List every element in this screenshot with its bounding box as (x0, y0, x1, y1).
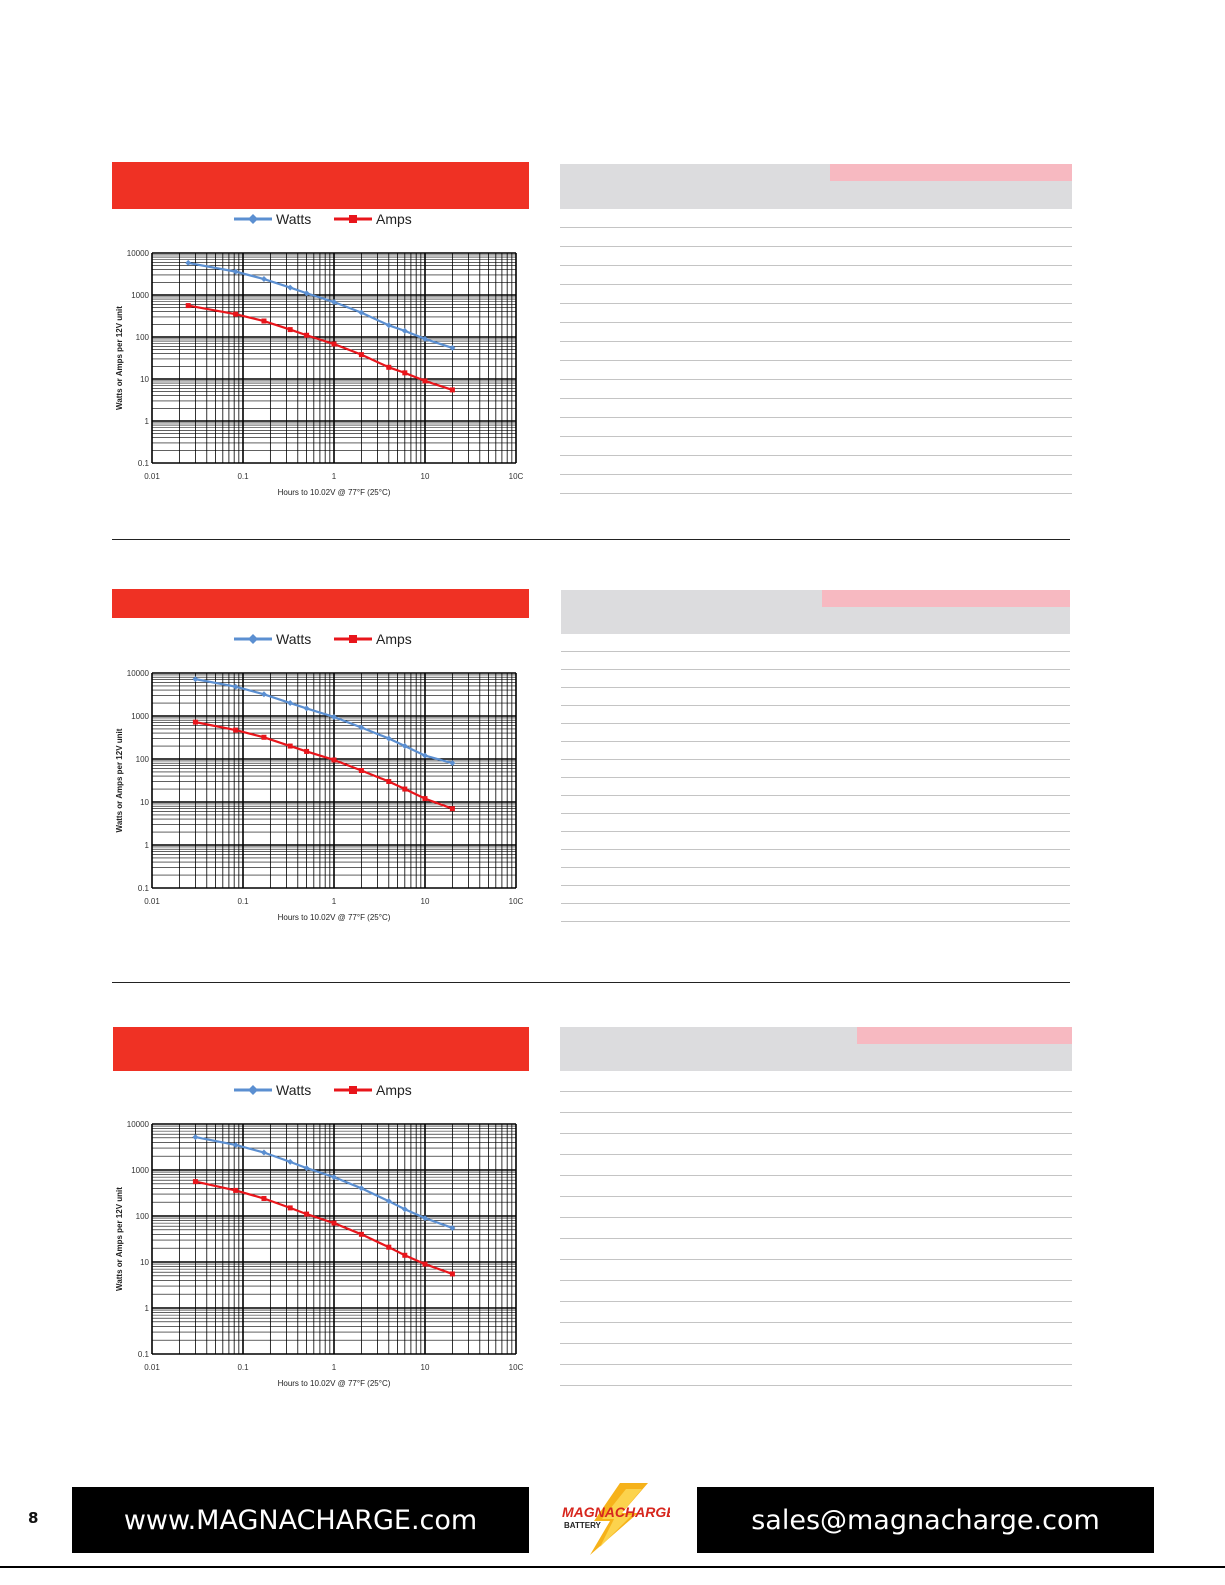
y-tick-label: 1 (144, 841, 149, 850)
y-tick-label: 10 (140, 1258, 149, 1267)
data-point (287, 285, 293, 291)
table-row (560, 342, 1072, 361)
table-row (560, 304, 1072, 323)
data-point (304, 1212, 309, 1217)
table-row (560, 1218, 1072, 1239)
data-point (331, 714, 337, 720)
table-row (560, 1365, 1072, 1386)
table-row (560, 1092, 1072, 1113)
table-row (560, 1134, 1072, 1155)
table-row (560, 456, 1072, 475)
chart-3 (106, 1076, 526, 1396)
x-tick-label: 10 (420, 472, 430, 481)
chart-1 (106, 205, 526, 505)
x-tick-label: 1 (331, 897, 337, 906)
data-point (359, 1232, 364, 1237)
table-header-accent (822, 590, 1070, 607)
table-row (560, 247, 1072, 266)
x-tick-label: 1 (331, 1363, 337, 1372)
table-row (560, 1239, 1072, 1260)
website-link[interactable]: www.MAGNACHARGE.com (72, 1487, 529, 1553)
y-tick-label: 1 (144, 1304, 149, 1313)
table-row (560, 1197, 1072, 1218)
y-tick-label: 10 (140, 375, 149, 384)
table-row (560, 1302, 1072, 1323)
x-tick-label: 10C (508, 472, 524, 481)
table-row (561, 796, 1070, 814)
legend-marker-watts (248, 634, 258, 644)
x-tick-label: 0.01 (144, 897, 160, 906)
table-row (560, 361, 1072, 380)
table-row (560, 399, 1072, 418)
x-tick-label: 1 (331, 472, 337, 481)
data-point (304, 333, 309, 338)
email-link[interactable]: sales@magnacharge.com (697, 1487, 1154, 1553)
table-rows (561, 634, 1070, 922)
y-tick-label: 100 (135, 755, 149, 764)
table-row (561, 850, 1070, 868)
data-point (450, 1271, 455, 1276)
data-point (450, 387, 455, 392)
table-row (560, 209, 1072, 228)
table-row (560, 1113, 1072, 1134)
data-point (186, 303, 191, 308)
section-divider (112, 982, 1070, 983)
table-row (560, 437, 1072, 456)
y-tick-label: 1000 (131, 291, 149, 300)
x-axis-title: Hours to 10.02V @ 77°F (25°C) (277, 913, 391, 922)
table-row (561, 652, 1070, 670)
x-tick-label: 0.1 (237, 897, 249, 906)
table-row (561, 706, 1070, 724)
table-row (561, 886, 1070, 904)
legend-label-watts: Watts (276, 211, 312, 227)
data-point (261, 276, 267, 282)
y-tick-label: 0.1 (137, 884, 149, 893)
data-point (359, 768, 364, 773)
legend-label-amps: Amps (376, 211, 412, 227)
data-point (332, 342, 337, 347)
legend-marker-watts (248, 214, 258, 224)
table-header (560, 164, 1072, 209)
chart-legend (234, 211, 412, 227)
data-point (304, 749, 309, 754)
legend-label-watts: Watts (276, 1082, 312, 1098)
x-tick-label: 10C (508, 897, 524, 906)
table-row (561, 778, 1070, 796)
legend-label-watts: Watts (276, 631, 312, 647)
y-axis-title: Watts or Amps per 12V unit (115, 1187, 124, 1291)
data-point (288, 327, 293, 332)
data-point (332, 757, 337, 762)
y-tick-label: 10000 (126, 1120, 149, 1129)
table-rows (560, 209, 1072, 494)
data-point (261, 1150, 267, 1156)
logo-text: MAGNACHARGE (562, 1504, 670, 1520)
data-point (192, 1134, 198, 1140)
x-axis-title: Hours to 10.02V @ 77°F (25°C) (277, 488, 391, 497)
data-point (261, 691, 267, 697)
y-tick-label: 10000 (126, 249, 149, 258)
table-header-accent (830, 164, 1072, 181)
table-row (560, 228, 1072, 247)
table-row (560, 1323, 1072, 1344)
table-row (561, 670, 1070, 688)
y-tick-label: 0.1 (137, 459, 149, 468)
y-tick-label: 1 (144, 417, 149, 426)
y-axis-title: Watts or Amps per 12V unit (115, 728, 124, 833)
data-point (450, 806, 455, 811)
legend-marker-watts (248, 1085, 258, 1095)
legend-label-amps: Amps (376, 1082, 412, 1098)
data-point (402, 370, 407, 375)
table-row (561, 724, 1070, 742)
data-point (402, 328, 408, 334)
table-row (560, 323, 1072, 342)
data-point (287, 1159, 293, 1165)
y-tick-label: 1000 (131, 712, 149, 721)
chart-legend (234, 631, 412, 647)
data-point (185, 260, 191, 266)
chart-grid (152, 673, 516, 888)
chart-header-bar (113, 1027, 529, 1071)
spec-table (560, 164, 1072, 494)
table-row (560, 1281, 1072, 1302)
bolt-icon (560, 1483, 670, 1555)
spec-table (560, 1027, 1072, 1383)
chart-2 (106, 625, 526, 930)
x-tick-label: 0.1 (237, 472, 249, 481)
y-tick-label: 0.1 (137, 1350, 149, 1359)
legend-marker-amps (349, 1086, 357, 1094)
data-point (304, 705, 310, 711)
table-row (560, 1344, 1072, 1365)
table-header (561, 590, 1070, 634)
table-row (561, 814, 1070, 832)
data-point (423, 378, 428, 383)
table-row (561, 868, 1070, 886)
data-point (449, 345, 455, 351)
table-rows (560, 1071, 1072, 1386)
data-point (193, 720, 198, 725)
data-point (261, 735, 266, 740)
table-row (561, 904, 1070, 922)
y-tick-label: 100 (135, 1212, 149, 1221)
table-row (561, 760, 1070, 778)
data-point (193, 1179, 198, 1184)
data-point (261, 319, 266, 324)
table-row (560, 1176, 1072, 1197)
y-tick-label: 10000 (126, 669, 149, 678)
legend-label-amps: Amps (376, 631, 412, 647)
table-row (560, 1260, 1072, 1281)
chart-grid (152, 253, 516, 463)
y-tick-label: 100 (135, 333, 149, 342)
x-tick-label: 10 (420, 1363, 430, 1372)
table-row (560, 380, 1072, 399)
data-point (288, 1205, 293, 1210)
x-tick-label: 10 (420, 897, 430, 906)
table-row (561, 832, 1070, 850)
chart-header-bar (112, 589, 529, 618)
legend-marker-amps (349, 215, 357, 223)
data-point (332, 1221, 337, 1226)
data-point (233, 1188, 238, 1193)
chart-legend (234, 1082, 412, 1098)
page-number: 8 (28, 1509, 39, 1527)
data-point (423, 1262, 428, 1267)
data-point (233, 312, 238, 317)
data-point (386, 365, 391, 370)
table-header-accent (857, 1027, 1072, 1044)
logo-subtext: BATTERY (564, 1521, 601, 1530)
data-point (288, 744, 293, 749)
data-point (423, 796, 428, 801)
table-row (560, 475, 1072, 494)
bottom-rule (0, 1566, 1225, 1568)
data-point (331, 1174, 337, 1180)
data-point (287, 700, 293, 706)
data-point (359, 352, 364, 357)
magnacharge-logo (560, 1483, 670, 1555)
section-divider (112, 539, 1070, 540)
table-row (560, 1071, 1072, 1092)
x-axis-title: Hours to 10.02V @ 77°F (25°C) (277, 1379, 391, 1388)
table-row (560, 285, 1072, 304)
data-point (402, 1253, 407, 1258)
table-header (560, 1027, 1072, 1071)
y-tick-label: 10 (140, 798, 149, 807)
x-tick-label: 0.1 (237, 1363, 249, 1372)
data-point (386, 1245, 391, 1250)
table-row (561, 742, 1070, 760)
chart-grid (152, 1124, 516, 1354)
data-point (386, 779, 391, 784)
data-point (402, 787, 407, 792)
table-row (560, 418, 1072, 437)
x-tick-label: 0.01 (144, 1363, 160, 1372)
data-point (233, 684, 239, 690)
x-tick-label: 0.01 (144, 472, 160, 481)
chart-header-bar (112, 162, 529, 209)
legend-marker-amps (349, 635, 357, 643)
data-point (233, 1142, 239, 1148)
table-row (561, 634, 1070, 652)
spec-table (561, 590, 1070, 920)
table-row (561, 688, 1070, 706)
data-point (233, 728, 238, 733)
table-row (560, 1155, 1072, 1176)
y-tick-label: 1000 (131, 1166, 149, 1175)
data-point (261, 1196, 266, 1201)
table-row (560, 266, 1072, 285)
y-axis-title: Watts or Amps per 12V unit (115, 306, 124, 410)
x-tick-label: 10C (508, 1363, 524, 1372)
